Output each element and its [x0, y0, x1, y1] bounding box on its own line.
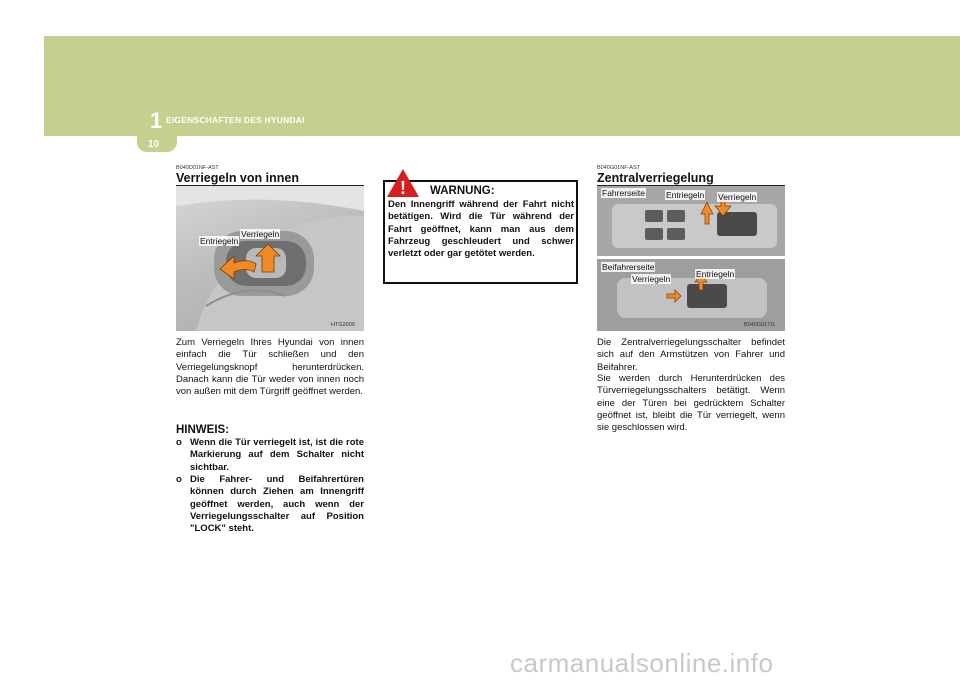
- photo-label-entriegeln-bottom: Entriegeln: [696, 269, 735, 279]
- page-number: 10: [148, 139, 160, 150]
- watermark: carmanualsonline.info: [510, 648, 774, 678]
- photo-label-entriegeln: Entriegeln: [200, 236, 239, 246]
- warning-symbol: !: [400, 178, 406, 198]
- body-paragraph-right-2: Sie werden durch Herunterdrücken des Türverriegelungsschalters betätigt. Wenn eine der Türen bei gedrücktem Schalter geöffnet ist, bleibt die Tür verriegelt, wenn sie geschlossen wird.: [597, 373, 785, 434]
- photo-label-beifahrerseite: Beifahrerseite: [602, 262, 655, 272]
- section-heading-left: Verriegeln von innen: [176, 171, 299, 185]
- warning-title: WARNUNG:: [430, 185, 495, 197]
- bullet-marker: o: [176, 437, 182, 448]
- photo-label-entriegeln-top: Entriegeln: [666, 190, 705, 200]
- photo-label-fahrerseite: Fahrerseite: [602, 188, 645, 198]
- section-code-right: B040G01NF-AST: [597, 165, 641, 171]
- bullet-text: Wenn die Tür verriegelt ist, ist die rote Markierung auf dem Schalter nicht sichtbar.: [190, 437, 364, 473]
- switch-panel-illustration: [597, 186, 785, 331]
- photo-label-verriegeln-bottom: Verriegeln: [632, 274, 671, 284]
- photo-label-verriegeln-top: Verriegeln: [718, 192, 757, 202]
- hinweis-title: HINWEIS:: [176, 424, 230, 436]
- chapter-title: EIGENSCHAFTEN DES HYUNDAI: [166, 115, 305, 125]
- section-heading-right: Zentralverriegelung: [597, 171, 714, 185]
- warning-text: Den Innengriff während der Fahrt nicht betätigen. Wird die Tür während der Fahrt geöffnet, kann man aus dem Fahrzeug geschleudert und schwer verletzt oder gar getötet werden.: [388, 199, 574, 260]
- bullet-text: Die Fahrer- und Beifahrertüren können durch Ziehen am Innengriff geöffnet werden, auch wenn der Verriegelungsschalter auf Position "LOCK" steht.: [190, 474, 364, 535]
- body-paragraph-right-1: Die Zentralverriegelungsschalter befindet sich auf den Armstützen von Fahrer und Beifahrer.: [597, 337, 785, 373]
- photo-label-verriegeln: Verriegeln: [241, 229, 280, 239]
- warning-triangle-icon: [386, 168, 420, 198]
- door-handle-photo: [176, 186, 364, 331]
- chapter-number: 1: [150, 108, 163, 133]
- photo-code-right: B040G01TG: [744, 322, 775, 328]
- section-code-left: B040D01NF-AST: [176, 165, 219, 171]
- central-lock-photo: [597, 186, 785, 331]
- photo-code-left: HTG2009: [331, 322, 355, 328]
- door-handle-illustration: [176, 186, 364, 331]
- body-paragraph-left: Zum Verriegeln Ihres Hyundai von innen einfach die Tür schließen und den Verriegelungsknopf herunterdrücken. Danach kann die Tür weder von innen noch von außen mit dem Türgriff geöffnet werden.: [176, 337, 364, 398]
- bullet-marker: o: [176, 474, 182, 485]
